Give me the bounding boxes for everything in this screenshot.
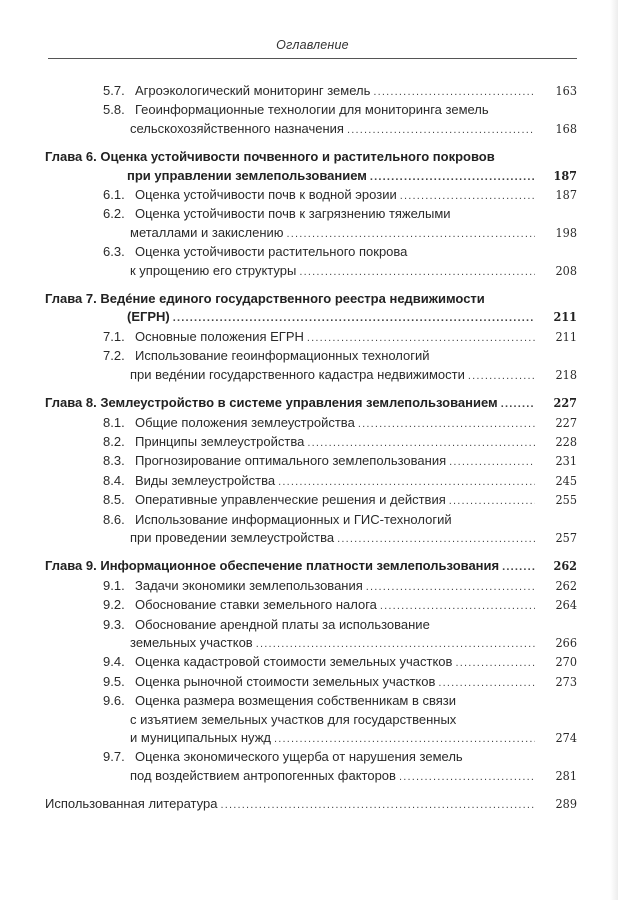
toc-line-text-wrap xyxy=(130,529,334,547)
section-title: Оценка размера возмещения собственникам в связи xyxy=(135,693,457,709)
page-number: 262 xyxy=(553,558,577,574)
dot-leader xyxy=(347,121,535,139)
toc-chapter-entry[interactable] xyxy=(45,148,577,186)
section-title: Оценка устойчивости растительного покрова xyxy=(135,244,408,260)
toc-line xyxy=(45,167,577,186)
toc-line xyxy=(103,577,577,596)
section-number: 6.2. xyxy=(103,206,125,222)
section-title: при проведении землеустройства xyxy=(130,529,335,545)
toc-line-text-wrap xyxy=(103,472,275,490)
toc-line xyxy=(103,82,577,101)
page-number: 208 xyxy=(555,262,577,278)
toc-section-entry[interactable] xyxy=(45,205,577,243)
section-title: Геоинформационные технологии для мониторинга земель xyxy=(135,102,489,118)
toc-line xyxy=(103,634,577,653)
chapter-label: Глава 9. xyxy=(45,558,97,574)
toc-line-text-wrap xyxy=(103,452,446,470)
section-title: с изъятием земельных участков для государственных xyxy=(130,711,457,727)
section-number: 9.2. xyxy=(103,597,125,613)
dot-leader xyxy=(173,309,535,327)
toc-line xyxy=(103,616,577,634)
dot-leader xyxy=(438,674,535,692)
toc-section-entry[interactable] xyxy=(45,511,577,549)
dot-leader xyxy=(358,415,535,433)
section-number: 7.1. xyxy=(103,328,125,344)
page-number: 262 xyxy=(555,577,577,593)
chapter-title: Оценка устойчивости почвенного и растительного покровов xyxy=(100,149,495,165)
chapter-label: Глава 6. xyxy=(45,149,97,165)
dot-leader xyxy=(278,473,535,491)
section-number: 9.1. xyxy=(103,577,125,593)
toc-line xyxy=(45,394,577,413)
toc-line-text-wrap xyxy=(130,729,271,747)
page-number: 187 xyxy=(555,187,577,203)
page-number: 255 xyxy=(555,492,577,508)
section-title: Прогнозирование оптимального землепользования xyxy=(135,453,447,469)
toc-line xyxy=(103,414,577,433)
section-title: Оценка рыночной стоимости земельных участков xyxy=(135,673,436,689)
section-number: 8.1. xyxy=(103,414,125,430)
section-title: Агроэкологический мониторинг земель xyxy=(135,83,371,98)
page-number: 245 xyxy=(555,472,577,488)
section-title: Общие положения землеустройства xyxy=(135,414,355,430)
dot-leader xyxy=(449,492,535,510)
section-number: 9.4. xyxy=(103,654,125,670)
page-number: 187 xyxy=(553,167,577,183)
page-number: 270 xyxy=(555,654,577,670)
section-number: 5.7. xyxy=(103,83,125,98)
section-title: Оценка устойчивости почв к загрязнению тяжелыми xyxy=(135,206,451,222)
toc-section-entry[interactable] xyxy=(45,673,577,692)
header-rule xyxy=(48,58,577,59)
toc-line xyxy=(103,767,577,786)
chapter-title: Ведéние единого государственного реестра недвижимости xyxy=(100,291,485,307)
page-number: 163 xyxy=(555,83,577,98)
dot-leader xyxy=(370,168,535,186)
page-number: 266 xyxy=(555,634,577,650)
page-number: 289 xyxy=(555,796,577,812)
section-number: 6.1. xyxy=(103,187,125,203)
toc-section-entry[interactable] xyxy=(45,452,577,471)
toc-line-text-wrap xyxy=(103,673,435,691)
section-number: 9.5. xyxy=(103,673,125,689)
toc-line xyxy=(103,328,577,347)
section-number: 8.5. xyxy=(103,492,125,508)
section-number: 6.3. xyxy=(103,244,125,260)
toc-line xyxy=(103,511,577,529)
section-number: 8.4. xyxy=(103,472,125,488)
toc-line-text-wrap xyxy=(127,308,170,326)
dot-leader xyxy=(287,225,535,243)
chapter-title: Землеустройство в системе управления землепользованием xyxy=(100,395,498,411)
page-number: 228 xyxy=(555,433,577,449)
section-number: 8.2. xyxy=(103,433,125,449)
section-title: Обоснование арендной платы за использование xyxy=(135,616,430,632)
toc-line-text-wrap xyxy=(103,653,452,671)
dot-leader xyxy=(449,453,535,471)
toc-line xyxy=(45,795,577,814)
section-title: Оценка устойчивости почв к водной эрозии xyxy=(135,187,397,203)
toc-section-entry[interactable] xyxy=(45,82,577,101)
toc-line-text-wrap xyxy=(103,414,355,432)
dot-leader xyxy=(455,654,535,672)
toc-line-text-wrap xyxy=(130,767,396,785)
page-number: 211 xyxy=(553,309,577,325)
section-title: Оценка экономического ущерба от нарушения земель xyxy=(135,749,463,765)
chapter-title: при управлении землепользованием xyxy=(127,167,367,183)
toc-section-entry[interactable] xyxy=(45,616,577,654)
toc-line xyxy=(103,347,577,365)
dot-leader xyxy=(337,530,535,548)
toc-line xyxy=(103,120,577,139)
chapter-title: (ЕГРН) xyxy=(127,309,170,325)
section-number: 5.8. xyxy=(103,102,125,118)
section-number: 9.3. xyxy=(103,616,125,632)
section-title: Оперативные управленческие решения и действия xyxy=(135,492,446,508)
section-title: Принципы землеустройства xyxy=(135,433,305,449)
toc-line-text-wrap xyxy=(103,577,363,595)
page-number: 227 xyxy=(555,414,577,430)
toc-line xyxy=(45,290,577,308)
toc-line-text-wrap xyxy=(130,120,344,138)
toc-line xyxy=(103,673,577,692)
toc-line-text-wrap xyxy=(45,557,499,575)
page-number: 231 xyxy=(555,453,577,469)
toc-chapter-entry[interactable] xyxy=(45,394,577,413)
toc-line xyxy=(103,491,577,510)
section-title: при ведéнии государственного кадастра недвижимости xyxy=(130,366,465,382)
toc-line xyxy=(45,148,577,166)
chapter-label: Глава 8. xyxy=(45,395,97,411)
toc-line-text-wrap xyxy=(103,82,370,100)
toc-line xyxy=(103,101,577,119)
toc-line xyxy=(103,653,577,672)
page-edge-shadow xyxy=(610,0,618,900)
section-number: 9.6. xyxy=(103,693,125,709)
dot-leader xyxy=(256,635,535,653)
toc-chapter-entry[interactable] xyxy=(45,290,577,328)
dot-leader xyxy=(468,367,535,385)
section-title: металлами и закислению xyxy=(130,224,284,240)
toc-line-text-wrap xyxy=(130,262,296,280)
dot-leader xyxy=(399,768,535,786)
dot-leader xyxy=(380,597,535,615)
toc-line xyxy=(103,452,577,471)
section-title: сельскохозяйственного назначения xyxy=(130,120,344,136)
dot-leader xyxy=(307,329,535,347)
section-number: 9.7. xyxy=(103,749,125,765)
toc-line-text-wrap xyxy=(103,433,304,451)
toc-line-text-wrap xyxy=(127,167,367,185)
section-title: земельных участков xyxy=(130,634,253,650)
toc-line xyxy=(103,224,577,243)
toc-line xyxy=(103,433,577,452)
toc-section-entry[interactable] xyxy=(45,577,577,596)
toc-section-entry[interactable] xyxy=(45,692,577,748)
toc-line xyxy=(103,692,577,710)
toc-section-entry[interactable] xyxy=(45,433,577,452)
toc-section-entry[interactable] xyxy=(45,748,577,786)
page-number: 218 xyxy=(555,366,577,382)
toc-line xyxy=(103,596,577,615)
toc-line-text-wrap xyxy=(130,224,284,242)
toc-bibliography-entry[interactable] xyxy=(45,795,577,814)
toc-line-text-wrap xyxy=(103,186,397,204)
section-title: Оценка кадастровой стоимости земельных участков xyxy=(135,654,453,670)
toc-line-text-wrap xyxy=(45,394,498,412)
toc-line xyxy=(103,748,577,766)
toc-section-entry[interactable] xyxy=(45,653,577,672)
section-title: Задачи экономики землепользования xyxy=(135,577,363,593)
bibliography-title: Использованная литература xyxy=(45,796,218,812)
dot-leader xyxy=(299,263,535,281)
toc-section-entry[interactable] xyxy=(45,414,577,433)
toc-chapter-entry[interactable] xyxy=(45,557,577,576)
section-title: Использование информационных и ГИС-технологий xyxy=(135,511,452,527)
page-number: 198 xyxy=(555,224,577,240)
toc-line-text-wrap xyxy=(103,596,377,614)
section-number: 8.6. xyxy=(103,511,125,527)
dot-leader xyxy=(220,796,535,814)
dot-leader xyxy=(502,558,535,576)
toc-line-text-wrap xyxy=(103,328,304,346)
running-head: Оглавление xyxy=(276,38,349,52)
toc-section-entry[interactable] xyxy=(45,472,577,491)
section-title: Обоснование ставки земельного налога xyxy=(135,597,377,613)
toc-line xyxy=(103,262,577,281)
toc-line xyxy=(103,472,577,491)
toc-line xyxy=(103,186,577,205)
page-number: 273 xyxy=(555,673,577,689)
chapter-title: Информационное обеспечение платности землепользования xyxy=(100,558,500,574)
toc-section-entry[interactable] xyxy=(45,328,577,347)
toc-line-text-wrap xyxy=(130,366,465,384)
section-title: к упрощению его структуры xyxy=(130,262,297,278)
page-number: 274 xyxy=(555,730,577,745)
toc-line xyxy=(103,529,577,548)
section-number: 7.2. xyxy=(103,348,125,364)
page-number: 211 xyxy=(555,328,577,344)
chapter-label: Глава 7. xyxy=(45,291,97,307)
dot-leader xyxy=(501,395,535,413)
section-number: 8.3. xyxy=(103,453,125,469)
dot-leader xyxy=(307,434,535,452)
section-title: и муниципальных нужд xyxy=(130,730,271,745)
toc-section-entry[interactable] xyxy=(45,101,577,139)
page-number: 281 xyxy=(555,767,577,783)
section-title: Использование геоинформационных технологий xyxy=(135,348,430,364)
dot-leader xyxy=(274,730,535,748)
toc-line-text-wrap xyxy=(103,491,446,509)
toc-line xyxy=(103,729,577,748)
toc-section-entry[interactable] xyxy=(45,243,577,281)
toc-section-entry[interactable] xyxy=(45,596,577,615)
toc-line xyxy=(103,366,577,385)
page-number: 227 xyxy=(553,395,577,411)
dot-leader xyxy=(373,83,535,101)
page-number: 257 xyxy=(555,529,577,545)
dot-leader xyxy=(400,187,535,205)
dot-leader xyxy=(366,578,535,596)
toc-line xyxy=(45,308,577,327)
section-title: Основные положения ЕГРН xyxy=(135,328,304,344)
toc-line xyxy=(103,205,577,223)
toc-section-entry[interactable] xyxy=(45,491,577,510)
section-title: Виды землеустройства xyxy=(135,472,276,488)
table-of-contents xyxy=(45,82,577,815)
toc-line xyxy=(103,243,577,261)
toc-section-entry[interactable] xyxy=(45,347,577,385)
toc-line-text-wrap xyxy=(130,634,253,652)
page-number: 264 xyxy=(555,597,577,613)
section-title: под воздействием антропогенных факторов xyxy=(130,767,396,783)
toc-line xyxy=(103,711,577,729)
toc-line xyxy=(45,557,577,576)
page-number: 168 xyxy=(555,120,577,136)
toc-section-entry[interactable] xyxy=(45,186,577,205)
